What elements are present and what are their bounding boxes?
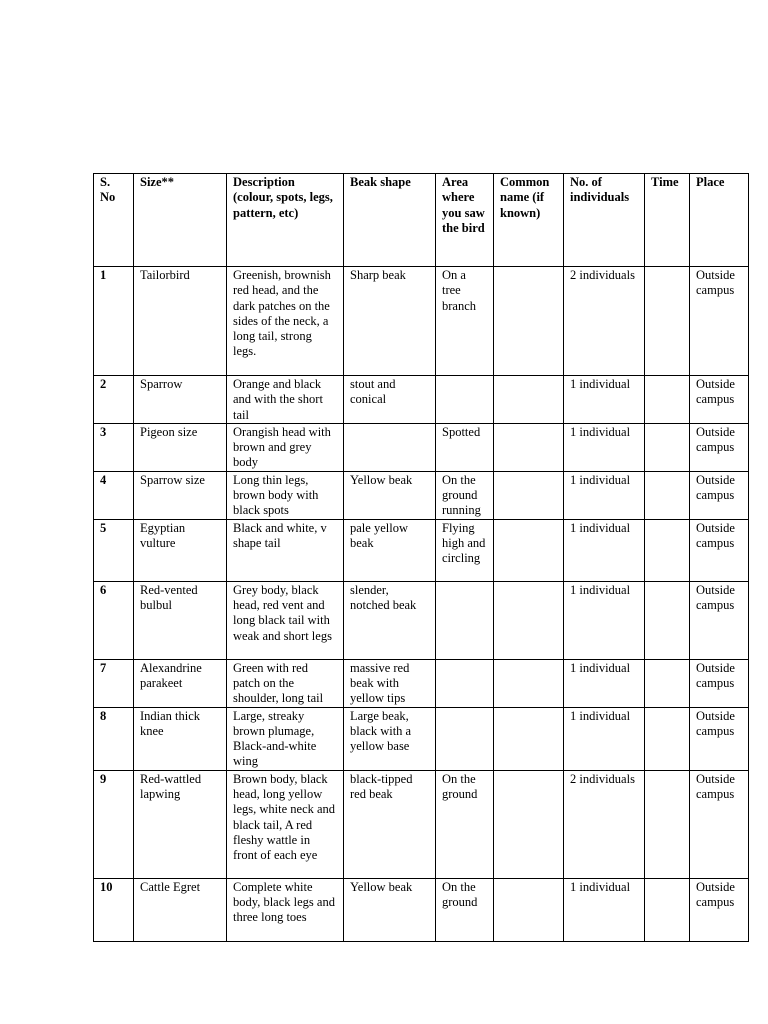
- cell-time: [645, 423, 690, 471]
- table-row: [94, 707, 749, 770]
- header-description: Description (colour, spots, legs, pattern, etc): [227, 174, 344, 267]
- cell-time: [645, 519, 690, 581]
- cell-area: On the ground: [436, 878, 494, 941]
- cell-size: Red-vented bulbul: [134, 581, 227, 659]
- cell-time: [645, 659, 690, 707]
- cell-area: On the ground: [436, 770, 494, 878]
- cell-time: [645, 267, 690, 376]
- cell-place: Outside campus: [690, 376, 749, 424]
- cell-beak: Sharp beak: [344, 267, 436, 376]
- cell-time: [645, 581, 690, 659]
- cell-number: 1 individual: [564, 423, 645, 471]
- cell-place: Outside campus: [690, 519, 749, 581]
- cell-time: [645, 878, 690, 941]
- cell-number: 1 individual: [564, 659, 645, 707]
- cell-sno: 9: [94, 770, 134, 878]
- cell-place: Outside campus: [690, 471, 749, 519]
- table-header-row: [94, 174, 749, 267]
- table-row: [94, 581, 749, 659]
- cell-description: Black and white, v shape tail: [227, 519, 344, 581]
- table-row: [94, 519, 749, 581]
- cell-area: [436, 581, 494, 659]
- cell-beak: Large beak, black with a yellow base: [344, 707, 436, 770]
- header-area: Area where you saw the bird: [436, 174, 494, 267]
- cell-description: Long thin legs, brown body with black spots: [227, 471, 344, 519]
- cell-number: 1 individual: [564, 707, 645, 770]
- cell-sno: 5: [94, 519, 134, 581]
- cell-place: Outside campus: [690, 423, 749, 471]
- cell-time: [645, 471, 690, 519]
- cell-area: Spotted: [436, 423, 494, 471]
- cell-beak: [344, 423, 436, 471]
- header-beak-shape: Beak shape: [344, 174, 436, 267]
- cell-description: Greenish, brownish red head, and the dark patches on the sides of the neck, a long tail, strong legs.: [227, 267, 344, 376]
- cell-size: Alexandrine parakeet: [134, 659, 227, 707]
- cell-sno: 6: [94, 581, 134, 659]
- cell-sno: 8: [94, 707, 134, 770]
- cell-sno: 4: [94, 471, 134, 519]
- header-place: Place: [690, 174, 749, 267]
- cell-beak: Yellow beak: [344, 471, 436, 519]
- table-row: [94, 267, 749, 376]
- table-row: [94, 471, 749, 519]
- header-sno: S. No: [94, 174, 134, 267]
- cell-number: 2 individuals: [564, 770, 645, 878]
- cell-area: [436, 707, 494, 770]
- cell-number: 1 individual: [564, 519, 645, 581]
- cell-sno: 3: [94, 423, 134, 471]
- cell-description: Brown body, black head, long yellow legs, white neck and black tail, A red fleshy wattle in front of each eye: [227, 770, 344, 878]
- cell-beak: massive red beak with yellow tips: [344, 659, 436, 707]
- cell-sno: 7: [94, 659, 134, 707]
- cell-size: Tailorbird: [134, 267, 227, 376]
- cell-number: 2 individuals: [564, 267, 645, 376]
- header-number: No. of individuals: [564, 174, 645, 267]
- cell-number: 1 individual: [564, 376, 645, 424]
- cell-beak: slender, notched beak: [344, 581, 436, 659]
- cell-area: [436, 659, 494, 707]
- cell-sno: 2: [94, 376, 134, 424]
- cell-beak: stout and conical: [344, 376, 436, 424]
- cell-size: Egyptian vulture: [134, 519, 227, 581]
- cell-common: [494, 878, 564, 941]
- cell-common: [494, 267, 564, 376]
- table-row: [94, 659, 749, 707]
- cell-size: Sparrow size: [134, 471, 227, 519]
- bird-observation-table: [93, 173, 749, 942]
- cell-area: On the ground running: [436, 471, 494, 519]
- cell-common: [494, 376, 564, 424]
- cell-area: Flying high and circling: [436, 519, 494, 581]
- cell-beak: black-tipped red beak: [344, 770, 436, 878]
- cell-description: Grey body, black head, red vent and long black tail with weak and short legs: [227, 581, 344, 659]
- cell-number: 1 individual: [564, 581, 645, 659]
- cell-time: [645, 707, 690, 770]
- cell-common: [494, 770, 564, 878]
- cell-description: Orangish head with brown and grey body: [227, 423, 344, 471]
- cell-place: Outside campus: [690, 581, 749, 659]
- table-row: [94, 376, 749, 424]
- cell-description: Complete white body, black legs and three long toes: [227, 878, 344, 941]
- cell-area: On a tree branch: [436, 267, 494, 376]
- cell-common: [494, 707, 564, 770]
- header-size: Size**: [134, 174, 227, 267]
- cell-common: [494, 659, 564, 707]
- table-row: [94, 770, 749, 878]
- cell-description: Large, streaky brown plumage, Black-and-white wing: [227, 707, 344, 770]
- cell-size: Red-wattled lapwing: [134, 770, 227, 878]
- cell-description: Orange and black and with the short tail: [227, 376, 344, 424]
- cell-size: Cattle Egret: [134, 878, 227, 941]
- cell-area: [436, 376, 494, 424]
- cell-sno: 1: [94, 267, 134, 376]
- cell-place: Outside campus: [690, 878, 749, 941]
- cell-description: Green with red patch on the shoulder, long tail: [227, 659, 344, 707]
- header-time: Time: [645, 174, 690, 267]
- cell-common: [494, 519, 564, 581]
- cell-number: 1 individual: [564, 878, 645, 941]
- cell-place: Outside campus: [690, 707, 749, 770]
- cell-time: [645, 376, 690, 424]
- cell-beak: pale yellow beak: [344, 519, 436, 581]
- cell-common: [494, 471, 564, 519]
- cell-common: [494, 581, 564, 659]
- cell-size: Pigeon size: [134, 423, 227, 471]
- cell-place: Outside campus: [690, 770, 749, 878]
- cell-number: 1 individual: [564, 471, 645, 519]
- table-row: [94, 878, 749, 941]
- header-common-name: Common name (if known): [494, 174, 564, 267]
- cell-place: Outside campus: [690, 659, 749, 707]
- cell-place: Outside campus: [690, 267, 749, 376]
- cell-common: [494, 423, 564, 471]
- cell-time: [645, 770, 690, 878]
- cell-beak: Yellow beak: [344, 878, 436, 941]
- table-row: [94, 423, 749, 471]
- cell-size: Indian thick knee: [134, 707, 227, 770]
- cell-sno: 10: [94, 878, 134, 941]
- cell-size: Sparrow: [134, 376, 227, 424]
